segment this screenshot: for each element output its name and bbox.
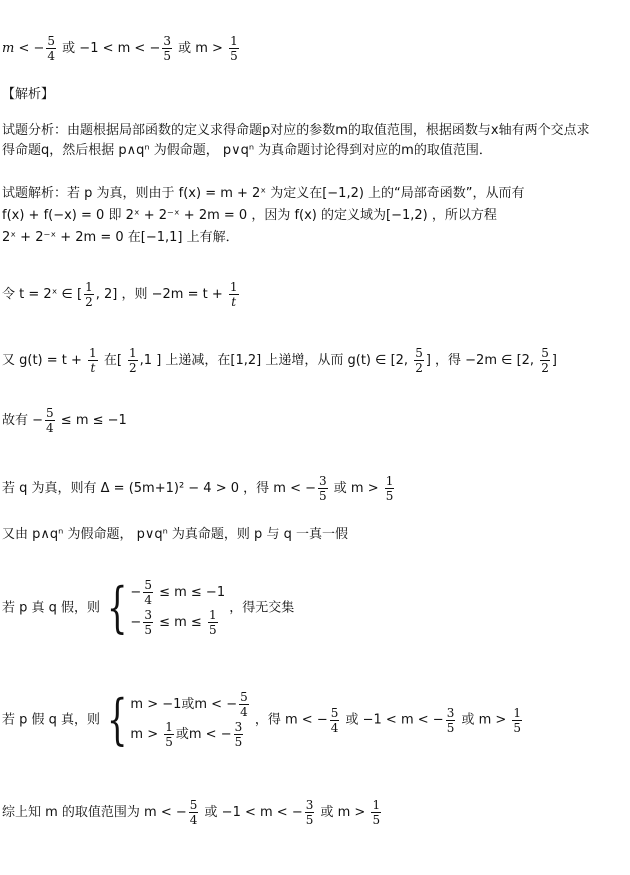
answer-line (2, 34, 241, 63)
fraction: $\frac{1}{t}$ (229, 280, 238, 309)
fraction: $\frac{1}{5}$ (385, 474, 394, 503)
system: m > −1或m < − $\frac{5}{4}$ m > $\frac{1}{5}$ 或m < − $\frac{3}{5}$ (130, 690, 248, 749)
g-line: 又 g(t) = t + $\frac{1}{t}$ 在[ $\frac{1}{2}$ ,1 ] 上递减，在[1,2] 上递增，从而 g(t) ∈ [2, $\frac{5}{2}$ ] ，得 −2m ∈ [2, $\frac{5}{2}$ ] (2, 346, 557, 375)
answer-part: m < − (2, 41, 45, 56)
case-1: 若 p 真 q 假，则 { − $\frac{5}{4}$ ≤ m ≤ −1 − $\frac{3}{5}$ ≤ m ≤ $\frac{1}{5}$ ，得无交集 (2, 576, 295, 639)
fraction: $\frac{1}{5}$ (372, 798, 381, 827)
fraction: $\frac{3}{5}$ (163, 34, 171, 63)
brace: { (106, 576, 128, 639)
fraction: $\frac{3}{5}$ (319, 474, 327, 503)
fraction: $\frac{5}{4}$ (46, 406, 54, 435)
fraction: $\frac{5}{4}$ (189, 798, 198, 827)
fraction: $\frac{5}{2}$ (541, 346, 549, 375)
fraction: $\frac{3}{5}$ (305, 798, 314, 827)
section-heading: 【解析】 (2, 87, 55, 102)
answer-part: 或 −1 < m < − (58, 41, 161, 56)
analysis-line-1: 试题分析：由题根据局部函数的定义求得命题p对应的参数m的取值范围，根据函数与x轴有两个交点求 (2, 123, 590, 138)
fraction: $\frac{1}{2}$ (129, 346, 137, 375)
case-2: 若 p 假 q 真，则 { m > −1或m < − $\frac{5}{4}$ m > $\frac{1}{5}$ 或m < − $\frac{3}{5}$ ，得 m < − $\frac{5}{4}$ 或 −1 < m < − $\frac{3}{5}$ 或 m > $\frac{1}{5}$ (2, 688, 522, 751)
parse-line-1: 试题解析：若 p 为真，则由于 f(x) = m + 2ˣ 为定义在[−1,2) 上的“局部奇函数”，从而有 (2, 186, 525, 201)
brace: { (106, 688, 128, 751)
fraction: $\frac{1}{5}$ (230, 34, 238, 63)
analysis-line-2: 得命题q，然后根据 p∧qⁿ 为假命题， p∨qⁿ 为真命题讨论得到对应的m的取值范围． (2, 143, 492, 158)
parse-line-2: f(x) + f(−x) = 0 即 2ˣ + 2⁻ˣ + 2m = 0 ，因为 f(x) 的定义域为[−1,2) ，所以方程 (2, 208, 497, 223)
final-line: 综上知 m 的取值范围为 m < − $\frac{5}{4}$ 或 −1 < m < − $\frac{3}{5}$ 或 m > $\frac{1}{5}$ (2, 798, 381, 827)
parse-line-3: 2ˣ + 2⁻ˣ + 2m = 0 在[−1,1] 上有解． (2, 230, 239, 245)
also-line: 又由 p∧qⁿ 为假命题， p∨qⁿ 为真命题，则 p 与 q 一真一假 (2, 527, 348, 542)
q-true-line: 若 q 为真，则有 Δ = (5m+1)² − 4 > 0 ，得 m < − $\frac{3}{5}$ 或 m > $\frac{1}{5}$ (2, 474, 394, 503)
answer-part: 或 m > (173, 41, 228, 56)
fraction: $\frac{1}{t}$ (89, 346, 97, 375)
let-t-line: 令 t = 2ˣ ∈ [ $\frac{1}{2}$ , 2] ，则 −2m = t + $\frac{1}{t}$ (2, 280, 238, 309)
fraction: $\frac{1}{2}$ (85, 280, 93, 309)
so-line: 故有 − $\frac{5}{4}$ ≤ m ≤ −1 (2, 406, 127, 435)
fraction: $\frac{5}{4}$ (47, 34, 56, 63)
system: − $\frac{5}{4}$ ≤ m ≤ −1 − $\frac{3}{5}$ ≤ m ≤ $\frac{1}{5}$ (130, 578, 226, 637)
fraction: $\frac{5}{2}$ (415, 346, 423, 375)
